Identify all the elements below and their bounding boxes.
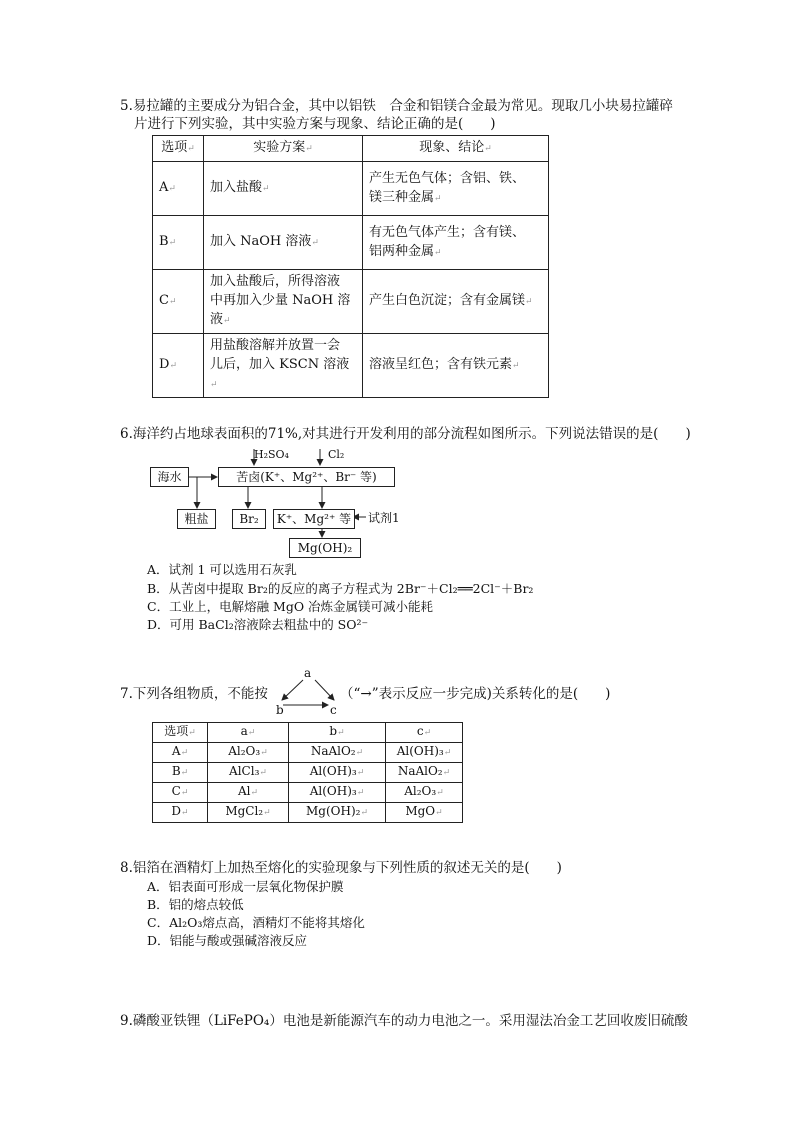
q7-header-c: c↵: [386, 723, 463, 743]
q7-cell: Al↵: [208, 783, 289, 803]
q5-row-a-result: 产生无色气体；含铝、铁、 镁三种金属↵: [363, 162, 549, 216]
q7-cell: MgCl₂↵: [208, 803, 289, 823]
q6-flow-k-mg: K⁺、Mg²⁺ 等: [273, 509, 355, 529]
q7-cell: Al(OH)₃↵: [289, 763, 386, 783]
q7-cell: D↵: [153, 803, 208, 823]
table-row: [153, 743, 463, 763]
q7-cell: A↵: [153, 743, 208, 763]
q5-row-d-option: D↵: [153, 334, 204, 398]
q6-option-b: B．从苦卤中提取 Br₂的反应的离子方程式为 2Br⁻＋Cl₂══2Cl⁻＋Br₂: [147, 581, 534, 596]
q7-cell: C↵: [153, 783, 208, 803]
q8-stem: 8.铝箔在酒精灯上加热至熔化的实验现象与下列性质的叙述无关的是( ): [120, 860, 562, 876]
q7-cell: B↵: [153, 763, 208, 783]
q7-cell: Al(OH)₃↵: [289, 783, 386, 803]
q6-option-d: D．可用 BaCl₂溶液除去粗盐中的 SO²⁻: [147, 617, 369, 632]
q6-flow-br2: Br₂: [232, 509, 266, 529]
q7-cell: Al(OH)₃↵: [386, 743, 463, 763]
q7-header-a: a↵: [208, 723, 289, 743]
q6-option-c: C．工业上，电解熔融 MgO 冶炼金属镁可减小能耗: [147, 599, 434, 614]
q5-header-option: 选项↵: [153, 136, 204, 162]
q7-header-option: 选项↵: [153, 723, 208, 743]
q7-cell: AlCl₃↵: [208, 763, 289, 783]
q7-stem-pre: 7.下列各组物质，不能按: [120, 686, 268, 702]
q5-row-d-plan: 用盐酸溶解并放置一会 儿后，加入 KSCN 溶液↵: [204, 334, 363, 398]
q5-header-result: 现象、结论↵: [363, 136, 549, 162]
q8-option-c: C．Al₂O₃熔点高，酒精灯不能将其熔化: [147, 915, 365, 930]
q6-flow-reagent: 试剂1: [368, 511, 400, 525]
q5-row-b-plan: 加入 NaOH 溶液↵: [204, 216, 363, 270]
q7-cell: Mg(OH)₂↵: [289, 803, 386, 823]
q7-header-b: b↵: [289, 723, 386, 743]
q5-row-d-result: 溶液呈红色；含有铁元素↵: [363, 334, 549, 398]
q6-flow-cl2-label: Cl₂: [328, 448, 345, 461]
q5-stem-line1: 5.易拉罐的主要成分为铝合金，其中以铝铁 合金和铝镁合金最为常见。现取几小块易拉罐碎: [120, 98, 673, 114]
q6-flow-bittern: 苦卤(K⁺、Mg²⁺、Br⁻ 等): [218, 467, 395, 487]
q7-cell: NaAlO₂↵: [386, 763, 463, 783]
q5-row-c-result: 产生白色沉淀；含有金属镁↵: [363, 270, 549, 334]
q7-cell: MgO↵: [386, 803, 463, 823]
q5-row-b-option: B↵: [153, 216, 204, 270]
q9-stem: 9.磷酸亚铁锂（LiFePO₄）电池是新能源汽车的动力电池之一。采用湿法冶金工艺回收废旧硫酸: [120, 1013, 688, 1029]
q7-cell: Al₂O₃↵: [386, 783, 463, 803]
q7-cell: NaAlO₂↵: [289, 743, 386, 763]
q8-option-b: B．铝的熔点较低: [147, 897, 244, 912]
q6-flow-crude-salt: 粗盐: [177, 509, 216, 529]
table-row: [153, 783, 463, 803]
q6-flow-mgoh2: Mg(OH)₂: [289, 538, 361, 558]
q5-header-plan: 实验方案↵: [204, 136, 363, 162]
q7-diagram-c: c: [330, 703, 337, 717]
q7-cell: Al₂O₃↵: [208, 743, 289, 763]
table-row: [153, 803, 463, 823]
q7-diagram-b: b: [276, 703, 284, 717]
q6-flow-h2so4-label: H₂SO₄: [254, 448, 289, 461]
q5-row-a-option: A↵: [153, 162, 204, 216]
q5-stem-line2: 片进行下列实验，其中实验方案与现象、结论正确的是( ): [134, 116, 496, 132]
q5-row-a-plan: 加入盐酸↵: [204, 162, 363, 216]
q6-flow-seawater: 海水: [150, 467, 189, 487]
q7-stem-post: （“→”表示反应一步完成)关系转化的是( ): [340, 686, 611, 702]
q6-stem: 6.海洋约占地球表面积的71%,对其进行开发利用的部分流程如图所示。下列说法错误的是( ): [120, 426, 691, 442]
q8-option-a: A．铝表面可形成一层氧化物保护膜: [147, 879, 344, 894]
q5-row-b-result: 有无色气体产生；含有镁、 铝两种金属↵: [363, 216, 549, 270]
q7-table: [152, 722, 463, 823]
q6-option-a: A．试剂 1 可以选用石灰乳: [147, 562, 297, 577]
table-row: [153, 763, 463, 783]
q5-row-c-plan: 加入盐酸后，所得溶液 中再加入少量 NaOH 溶液↵: [204, 270, 363, 334]
q7-diagram-a: a: [304, 666, 312, 680]
q8-option-d: D．铝能与酸或强碱溶液反应: [147, 933, 308, 948]
q5-row-c-option: C↵: [153, 270, 204, 334]
